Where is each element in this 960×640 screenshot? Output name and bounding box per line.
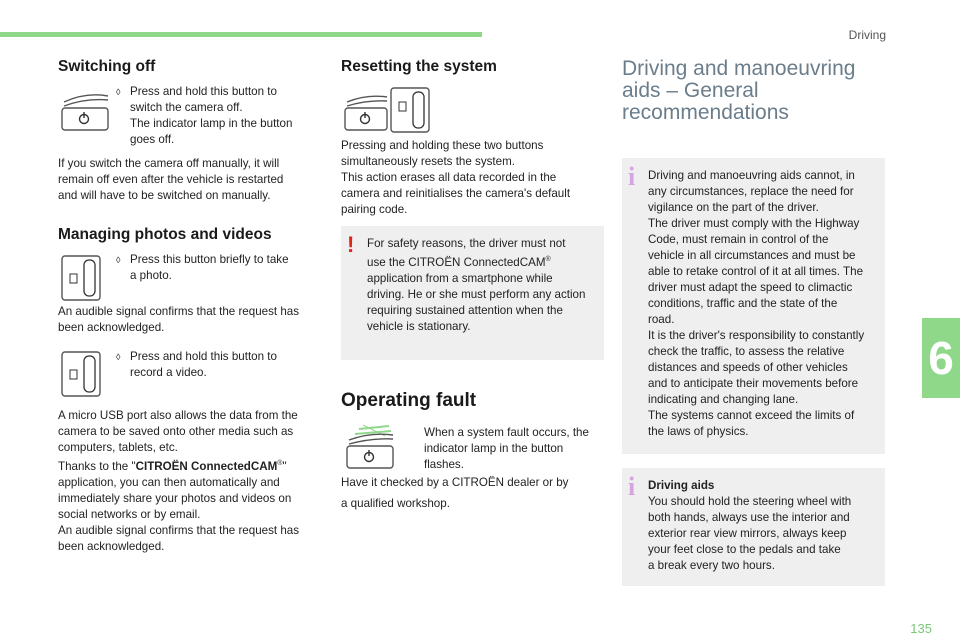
- text-line: Driving and manoeuvring aids cannot, in: [648, 169, 855, 182]
- text-line: vehicle in all circumstances and must be: [648, 249, 856, 262]
- page-number: 135: [910, 621, 932, 636]
- text-line: distances and speeds of other vehicles: [648, 361, 848, 374]
- text-line: remain off even after the vehicle is restarted: [58, 173, 284, 186]
- text-line: check the traffic, to assess the relative: [648, 345, 845, 358]
- para-audible-signal: [58, 304, 299, 336]
- para-fault-check: [341, 472, 568, 514]
- info-box-driving-aids: [622, 468, 885, 586]
- text-line: and will have to be switched on manually.: [58, 189, 271, 202]
- reset-buttons-icon: [343, 86, 433, 134]
- text-line: indicator lamp in the button flashes.: [424, 442, 564, 471]
- text-line: any circumstances, replace the need for: [648, 185, 854, 198]
- text-line: Press and hold this button to: [130, 85, 277, 98]
- bullet-arrow-icon: ◊: [116, 87, 121, 97]
- text-line: computers, tablets, etc.: [58, 441, 178, 454]
- text-line: Code, must remain in control of the: [648, 233, 829, 246]
- text-line: exterior rear view mirrors, always keep: [648, 527, 847, 540]
- title-line: aids – General: [622, 79, 759, 102]
- bullet-arrow-icon: ◊: [116, 352, 121, 362]
- heading-managing: Managing photos and videos: [58, 226, 272, 243]
- warning-box: [341, 226, 604, 360]
- text-line: Pressing and holding these two buttons: [341, 139, 544, 152]
- text-fragment: Thanks to the ": [58, 459, 136, 473]
- text-line: [367, 252, 585, 271]
- text-line: both hands, always use the interior and: [648, 511, 850, 524]
- title-line: Driving and manoeuvring: [622, 57, 856, 80]
- text-line: a qualified workshop.: [341, 497, 450, 510]
- text-line: been acknowledged.: [58, 321, 165, 334]
- record-button-icon: [60, 350, 104, 398]
- text-line: Have it checked by a CITROËN dealer or by: [341, 476, 569, 489]
- text-line: immediately share your photos and videos on: [58, 491, 292, 505]
- para-switch-off-info: [58, 156, 283, 204]
- text-line: simultaneously resets the system.: [341, 155, 515, 168]
- text-line: able to retake control of it at all times. The: [648, 265, 864, 278]
- text-line: been acknowledged.: [58, 539, 165, 553]
- text-line: social networks or by email.: [58, 507, 201, 521]
- text-line: indicating and changing lane.: [648, 393, 799, 406]
- text-line: The indicator lamp in the button: [130, 117, 293, 130]
- flashing-button-icon: [345, 424, 397, 470]
- camera-button-icon: [60, 88, 112, 132]
- text-line: The driver must comply with the Highway: [648, 217, 860, 230]
- heading-driving-aids: [622, 58, 855, 124]
- para-fault-lamp: [424, 425, 604, 473]
- bullet-arrow-icon: ◊: [116, 255, 121, 265]
- text-line: your feet close to the pedals and take: [648, 543, 841, 556]
- text-line: camera to be saved onto other media such as: [58, 425, 294, 438]
- heading-resetting: Resetting the system: [341, 58, 497, 75]
- registered-mark: ®: [277, 460, 283, 467]
- text-line: a photo.: [130, 269, 172, 282]
- chapter-tab: [922, 318, 960, 398]
- text-line: a break every two hours.: [648, 559, 775, 572]
- heading-operating-fault: Operating fault: [341, 390, 477, 411]
- text-line: pairing code.: [341, 203, 408, 216]
- text-line: For safety reasons, the driver must not: [367, 237, 566, 250]
- section-label: Driving: [848, 28, 886, 42]
- brand-name: CITROËN ConnectedCAM: [135, 459, 278, 473]
- info-icon: i: [628, 472, 636, 501]
- registered-mark: ®: [545, 256, 551, 263]
- text-line: Press and hold this button to: [130, 350, 277, 363]
- title-line: recommendations: [622, 101, 789, 124]
- text-line: It is the driver's responsibility to constantly: [648, 329, 865, 342]
- text-line: If you switch the camera off manually, it will: [58, 157, 280, 170]
- text-line: conditions, traffic and the state of the: [648, 297, 838, 310]
- header-accent-bar: [0, 32, 482, 37]
- text-line: the laws of physics.: [648, 425, 749, 438]
- text-line: This action erases all data recorded in the: [341, 171, 557, 184]
- text-line: goes off.: [130, 133, 175, 146]
- text-line: You should hold the steering wheel with: [648, 495, 852, 508]
- text-line: driving. He or she must perform any action: [367, 287, 586, 301]
- text-line: application, you can then automatically and: [58, 475, 280, 489]
- info-box-title: Driving aids: [648, 479, 715, 492]
- text-line: vehicle is stationary.: [367, 319, 471, 333]
- text-line: An audible signal confirms that the request has: [58, 305, 300, 318]
- text-line: An audible signal confirms that the request has: [58, 523, 300, 537]
- chapter-number: 6: [928, 332, 954, 384]
- info-icon: i: [628, 162, 636, 191]
- text-line: camera and reinitialises the camera's default: [341, 187, 571, 200]
- text-line: driver must adapt the speed to climactic: [648, 281, 853, 294]
- text-line: [58, 456, 320, 475]
- heading-switching-off: Switching off: [58, 58, 156, 75]
- text-line: A micro USB port also allows the data from the: [58, 409, 298, 422]
- para-reset-info: [341, 138, 570, 218]
- record-button-icon: [60, 254, 104, 302]
- text-line: road.: [648, 313, 675, 326]
- text-line: application from a smartphone while: [367, 271, 553, 285]
- text-line: The systems cannot exceed the limits of: [648, 409, 855, 422]
- text-line: Press this button briefly to take: [130, 253, 289, 266]
- text-line: record a video.: [130, 366, 207, 379]
- text-fragment: ": [282, 459, 287, 473]
- text-line: When a system fault occurs, the: [424, 426, 589, 439]
- text-line: requiring sustained attention when the: [367, 303, 563, 317]
- text-line: vigilance on the part of the driver.: [648, 201, 819, 214]
- warning-icon: !: [347, 232, 355, 257]
- text-fragment: use the CITROËN ConnectedCAM: [367, 255, 546, 269]
- text-line: switch the camera off.: [130, 101, 243, 114]
- text-line: and to anticipate their movements before: [648, 377, 859, 390]
- para-micro-usb: [58, 408, 320, 555]
- info-box-general: [622, 158, 885, 454]
